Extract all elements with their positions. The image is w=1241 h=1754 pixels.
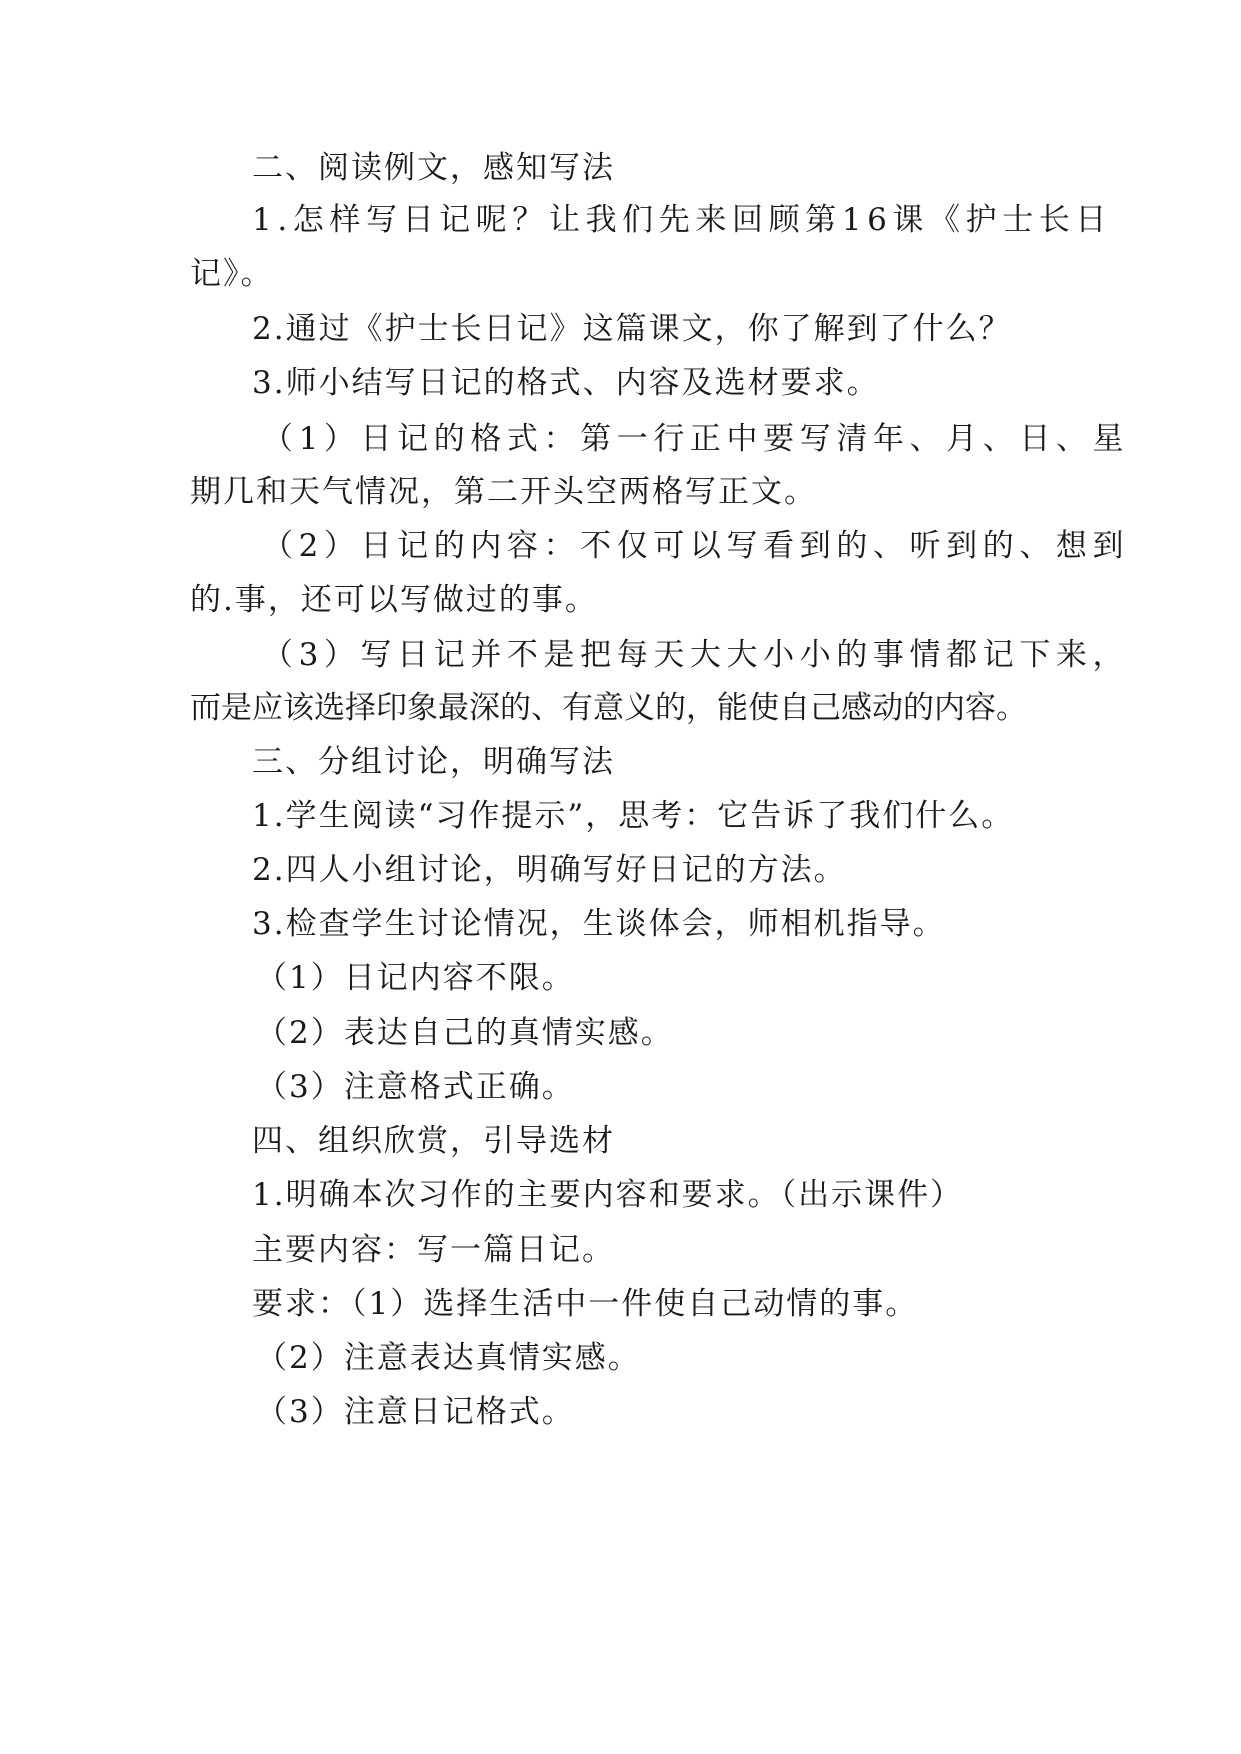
paragraph-line: 的.事，还可以写做过的事。 [190, 582, 598, 618]
paragraph-line: 主要内容：写一篇日记。 [252, 1232, 615, 1268]
list-item: （3）注意格式正确。 [256, 1069, 575, 1105]
paragraph-line: 1.怎样写日记呢？让我们先来回顾第16课《护士长日 [252, 202, 1113, 238]
paragraph-line: 记》。 [190, 256, 274, 292]
paragraph-line: 3.师小结写日记的格式、内容及选材要求。 [252, 365, 880, 401]
section-heading-3: 三、分组讨论，明确写法 [252, 744, 615, 780]
paragraph-line: 3.检查学生讨论情况，生谈体会，师相机指导。 [252, 906, 946, 942]
list-item: （1）日记内容不限。 [256, 960, 575, 996]
paragraph-line: （3）写日记并不是把每天大大小小的事情都记下来， [262, 637, 1130, 673]
paragraph-line: 2.四人小组讨论，明确写好日记的方法。 [252, 852, 847, 888]
list-item: （2）表达自己的真情实感。 [256, 1015, 674, 1051]
paragraph-line: 期几和天气情况，第二开头空两格写正文。 [190, 474, 817, 510]
paragraph-line: 1.明确本次习作的主要内容和要求。（出示课件） [252, 1177, 964, 1213]
paragraph-line: （2）日记的内容：不仅可以写看到的、听到的、想到 [262, 528, 1130, 564]
paragraph-line: 2.通过《护士长日记》这篇课文，你了解到了什么？ [252, 311, 1012, 347]
paragraph-line: 1.学生阅读“习作提示”，思考：它告诉了我们什么。 [252, 798, 1015, 834]
list-item: （2）注意表达真情实感。 [256, 1340, 641, 1376]
paragraph-line: 而是应该选择印象最深的、有意义的，能使自己感动的内容。 [190, 690, 1027, 726]
paragraph-line: （1）日记的格式：第一行正中要写清年、月、日、星 [262, 421, 1130, 457]
list-item: （3）注意日记格式。 [256, 1394, 575, 1430]
section-heading-4: 四、组织欣赏，引导选材 [252, 1123, 615, 1159]
paragraph-line: 要求：（1）选择生活中一件使自己动情的事。 [252, 1286, 919, 1322]
section-heading-2: 二、阅读例文，感知写法 [252, 150, 615, 186]
